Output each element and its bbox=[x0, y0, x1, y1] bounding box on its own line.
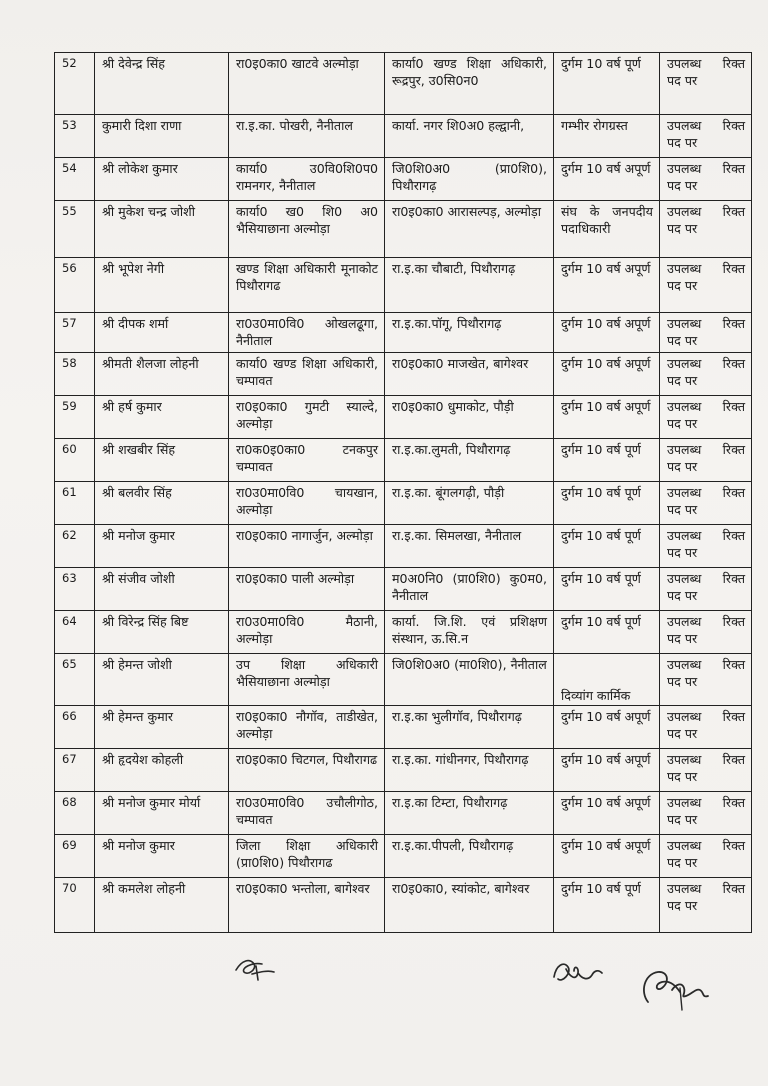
table-cell-remark: उपलब्ध रिक्त पद पर bbox=[660, 654, 752, 706]
table-row bbox=[55, 158, 752, 201]
table-row bbox=[55, 792, 752, 835]
table-row bbox=[55, 53, 752, 115]
table-cell-name: श्रीमती शैलजा लोहनी bbox=[95, 353, 229, 396]
table-row bbox=[55, 568, 752, 611]
table-cell-serial: 65 bbox=[55, 654, 95, 706]
table-cell-new-posting: रा.इ.का.लुमती, पिथौरागढ़ bbox=[385, 439, 554, 482]
table-cell-remark: उपलब्ध रिक्त पद पर bbox=[660, 201, 752, 258]
table-cell-reason: दुर्गम 10 वर्ष पूर्ण bbox=[554, 525, 660, 568]
transfer-list-table bbox=[54, 52, 752, 933]
table-cell-serial: 70 bbox=[55, 878, 95, 933]
table-cell-previous-posting: रा.इ.का. पोखरी, नैनीताल bbox=[229, 115, 385, 158]
table-cell-name: श्री मनोज कुमार मोर्या bbox=[95, 792, 229, 835]
table-row bbox=[55, 439, 752, 482]
signature-left bbox=[232, 950, 278, 984]
table-cell-new-posting: जि0शि0अ0 (मा0शि0), नैनीताल bbox=[385, 654, 554, 706]
table-cell-serial: 67 bbox=[55, 749, 95, 792]
table-cell-remark: उपलब्ध रिक्त पद पर bbox=[660, 158, 752, 201]
table-cell-reason: दुर्गम 10 वर्ष अपूर्ण bbox=[554, 396, 660, 439]
table-cell-new-posting: रा.इ.का.पॉगू, पिथौरागढ़ bbox=[385, 313, 554, 353]
table-row bbox=[55, 353, 752, 396]
table-cell-remark: उपलब्ध रिक्त पद पर bbox=[660, 706, 752, 749]
table-cell-serial: 63 bbox=[55, 568, 95, 611]
table-cell-reason: दुर्गम 10 वर्ष अपूर्ण bbox=[554, 353, 660, 396]
table-cell-reason: दुर्गम 10 वर्ष पूर्ण bbox=[554, 611, 660, 654]
table-cell-previous-posting: रा0इ0का0 पाली अल्मोड़ा bbox=[229, 568, 385, 611]
table-cell-serial: 59 bbox=[55, 396, 95, 439]
table-cell-new-posting: कार्या0 खण्ड शिक्षा अधिकारी, रूद्रपुर, उ0सि0न0 bbox=[385, 53, 554, 115]
table-cell-name: कुमारी दिशा राणा bbox=[95, 115, 229, 158]
table-cell-name: श्री शखबीर सिंह bbox=[95, 439, 229, 482]
table-row bbox=[55, 749, 752, 792]
table-cell-previous-posting: कार्या0 खण्ड शिक्षा अधिकारी, चम्पावत bbox=[229, 353, 385, 396]
table-cell-name: श्री मनोज कुमार bbox=[95, 525, 229, 568]
table-cell-remark: उपलब्ध रिक्त पद पर bbox=[660, 792, 752, 835]
table-cell-reason: संघ के जनपदीय पदाधिकारी bbox=[554, 201, 660, 258]
table-cell-remark: उपलब्ध रिक्त पद पर bbox=[660, 525, 752, 568]
table-cell-serial: 55 bbox=[55, 201, 95, 258]
table-cell-previous-posting: रा0इ0का0 भन्तोला, बागेश्वर bbox=[229, 878, 385, 933]
table-cell-remark: उपलब्ध रिक्त पद पर bbox=[660, 482, 752, 525]
table-cell-reason: दिव्यांग कार्मिक bbox=[554, 654, 660, 706]
table-cell-reason: दुर्गम 10 वर्ष अपूर्ण bbox=[554, 706, 660, 749]
table-cell-name: श्री हर्ष कुमार bbox=[95, 396, 229, 439]
table-cell-reason: दुर्गम 10 वर्ष अपूर्ण bbox=[554, 749, 660, 792]
table-cell-remark: उपलब्ध रिक्त पद पर bbox=[660, 749, 752, 792]
table-cell-serial: 61 bbox=[55, 482, 95, 525]
table-cell-name: श्री कमलेश लोहनी bbox=[95, 878, 229, 933]
table-cell-new-posting: रा.इ.का.पीपली, पिथौरागढ़ bbox=[385, 835, 554, 878]
table-cell-serial: 68 bbox=[55, 792, 95, 835]
table-row bbox=[55, 313, 752, 353]
table-cell-new-posting: रा0इ0का0 माजखेत, बागेश्वर bbox=[385, 353, 554, 396]
table-row bbox=[55, 878, 752, 933]
table-cell-reason: दुर्गम 10 वर्ष पूर्ण bbox=[554, 53, 660, 115]
table-cell-previous-posting: कार्या0 ख0 शि0 अ0 भैसियाछाना अल्मोड़ा bbox=[229, 201, 385, 258]
table-cell-new-posting: रा0इ0का0 धुमाकोट, पौड़ी bbox=[385, 396, 554, 439]
table-cell-serial: 64 bbox=[55, 611, 95, 654]
table-cell-serial: 53 bbox=[55, 115, 95, 158]
table-row bbox=[55, 611, 752, 654]
table-cell-remark: उपलब्ध रिक्त पद पर bbox=[660, 353, 752, 396]
table-cell-new-posting: रा0इ0का0, स्यांकोट, बागेश्वर bbox=[385, 878, 554, 933]
table-cell-name: श्री मनोज कुमार bbox=[95, 835, 229, 878]
table-cell-remark: उपलब्ध रिक्त पद पर bbox=[660, 439, 752, 482]
table-row bbox=[55, 258, 752, 313]
table-cell-new-posting: रा.इ.का. सिमलखा, नैनीताल bbox=[385, 525, 554, 568]
table-cell-previous-posting: रा0इ0का0 नागार्जुन, अल्मोड़ा bbox=[229, 525, 385, 568]
table-cell-previous-posting: रा0इ0का0 गुमटी स्याल्दे, अल्मोड़ा bbox=[229, 396, 385, 439]
table-cell-serial: 69 bbox=[55, 835, 95, 878]
table-cell-new-posting: रा.इ.का चौबाटी, पिथौरागढ़ bbox=[385, 258, 554, 313]
table-cell-new-posting: रा.इ.का. गांधीनगर, पिथौरागढ़ bbox=[385, 749, 554, 792]
table-cell-reason: दुर्गम 10 वर्ष पूर्ण bbox=[554, 482, 660, 525]
table-cell-new-posting: रा.इ.का. बूंगलगढ़ी, पौड़ी bbox=[385, 482, 554, 525]
table-cell-remark: उपलब्ध रिक्त पद पर bbox=[660, 313, 752, 353]
table-row bbox=[55, 482, 752, 525]
table-cell-serial: 66 bbox=[55, 706, 95, 749]
table-cell-new-posting: रा0इ0का0 आरासल्पड़, अल्मोड़ा bbox=[385, 201, 554, 258]
table-cell-serial: 52 bbox=[55, 53, 95, 115]
table-cell-new-posting: रा.इ.का टिम्टा, पिथौरागढ़ bbox=[385, 792, 554, 835]
table-cell-previous-posting: रा0उ0मा0वि0 मैठानी, अल्मोड़ा bbox=[229, 611, 385, 654]
table-cell-remark: उपलब्ध रिक्त पद पर bbox=[660, 115, 752, 158]
table-cell-serial: 58 bbox=[55, 353, 95, 396]
table-cell-reason: दुर्गम 10 वर्ष अपूर्ण bbox=[554, 313, 660, 353]
table-cell-name: श्री लोकेश कुमार bbox=[95, 158, 229, 201]
signature-right bbox=[636, 962, 718, 1018]
table-cell-name: श्री हेमन्त कुमार bbox=[95, 706, 229, 749]
table-cell-serial: 60 bbox=[55, 439, 95, 482]
table-cell-previous-posting: जिला शिक्षा अधिकारी (प्रा0शि0) पिथौरागढ bbox=[229, 835, 385, 878]
table-cell-previous-posting: उप शिक्षा अधिकारी भैसियाछाना अल्मोड़ा bbox=[229, 654, 385, 706]
signature-center bbox=[548, 955, 608, 991]
table-cell-previous-posting: रा0उ0मा0वि0 चायखान, अल्मोड़ा bbox=[229, 482, 385, 525]
table-cell-name: श्री संजीव जोशी bbox=[95, 568, 229, 611]
table-cell-remark: उपलब्ध रिक्त पद पर bbox=[660, 258, 752, 313]
table-cell-remark: उपलब्ध रिक्त पद पर bbox=[660, 568, 752, 611]
table-cell-previous-posting: खण्ड शिक्षा अधिकारी मूनाकोट पिथौरागढ bbox=[229, 258, 385, 313]
table-row bbox=[55, 115, 752, 158]
table-cell-remark: उपलब्ध रिक्त पद पर bbox=[660, 878, 752, 933]
table-cell-remark: उपलब्ध रिक्त पद पर bbox=[660, 396, 752, 439]
table-cell-name: श्री मुकेश चन्द्र जोशी bbox=[95, 201, 229, 258]
table-cell-reason: दुर्गम 10 वर्ष अपूर्ण bbox=[554, 258, 660, 313]
table-cell-reason: दुर्गम 10 वर्ष अपूर्ण bbox=[554, 835, 660, 878]
table-cell-reason: दुर्गम 10 वर्ष पूर्ण bbox=[554, 439, 660, 482]
table-cell-previous-posting: कार्या0 उ0वि0शि0प0 रामनगर, नैनीताल bbox=[229, 158, 385, 201]
table-cell-serial: 54 bbox=[55, 158, 95, 201]
table-cell-name: श्री विरेन्द्र सिंह बिष्ट bbox=[95, 611, 229, 654]
table-cell-reason: दुर्गम 10 वर्ष अपूर्ण bbox=[554, 158, 660, 201]
table-cell-serial: 57 bbox=[55, 313, 95, 353]
table-cell-previous-posting: रा0इ0का0 खाटवे अल्मोड़ा bbox=[229, 53, 385, 115]
table-cell-previous-posting: रा0क0इ0का0 टनकपुर चम्पावत bbox=[229, 439, 385, 482]
table-cell-name: श्री हृदयेश कोहली bbox=[95, 749, 229, 792]
table-row bbox=[55, 201, 752, 258]
table-cell-new-posting: रा.इ.का भुलीगॉव, पिथौरागढ़ bbox=[385, 706, 554, 749]
table-row bbox=[55, 706, 752, 749]
table-row bbox=[55, 525, 752, 568]
table-cell-remark: उपलब्ध रिक्त पद पर bbox=[660, 53, 752, 115]
table-cell-new-posting: जि0शि0अ0 (प्रा0शि0), पिथौरागढ़ bbox=[385, 158, 554, 201]
table-row bbox=[55, 654, 752, 706]
table-cell-name: श्री हेमन्त जोशी bbox=[95, 654, 229, 706]
table-cell-previous-posting: रा0इ0का0 चिटगल, पिथौरागढ bbox=[229, 749, 385, 792]
table-cell-reason: दुर्गम 10 वर्ष पूर्ण bbox=[554, 878, 660, 933]
table-cell-serial: 62 bbox=[55, 525, 95, 568]
table-cell-reason: दुर्गम 10 वर्ष अपूर्ण bbox=[554, 792, 660, 835]
table-row bbox=[55, 835, 752, 878]
table-cell-new-posting: कार्या. जि.शि. एवं प्रशिक्षण संस्थान, ऊ.सि.न bbox=[385, 611, 554, 654]
table-cell-new-posting: कार्या. नगर शि0अ0 हल्द्वानी, bbox=[385, 115, 554, 158]
table-cell-previous-posting: रा0उ0मा0वि0 उचौलीगोठ, चम्पावत bbox=[229, 792, 385, 835]
table-cell-reason: दुर्गम 10 वर्ष पूर्ण bbox=[554, 568, 660, 611]
table-cell-previous-posting: रा0उ0मा0वि0 ओखलढूगा, नैनीताल bbox=[229, 313, 385, 353]
table-cell-name: श्री भूपेश नेगी bbox=[95, 258, 229, 313]
table-cell-remark: उपलब्ध रिक्त पद पर bbox=[660, 835, 752, 878]
table-row bbox=[55, 396, 752, 439]
table-cell-previous-posting: रा0इ0का0 नौगॉव, ताडीखेत, अल्मोड़ा bbox=[229, 706, 385, 749]
table-cell-remark: उपलब्ध रिक्त पद पर bbox=[660, 611, 752, 654]
table-cell-serial: 56 bbox=[55, 258, 95, 313]
table-cell-name: श्री देवेन्द्र सिंह bbox=[95, 53, 229, 115]
table-cell-reason: गम्भीर रोगग्रस्त bbox=[554, 115, 660, 158]
table-cell-name: श्री बलवीर सिंह bbox=[95, 482, 229, 525]
table-cell-name: श्री दीपक शर्मा bbox=[95, 313, 229, 353]
table-cell-new-posting: म0अ0नि0 (प्रा0शि0) कु0म0, नैनीताल bbox=[385, 568, 554, 611]
table-body bbox=[55, 53, 752, 933]
